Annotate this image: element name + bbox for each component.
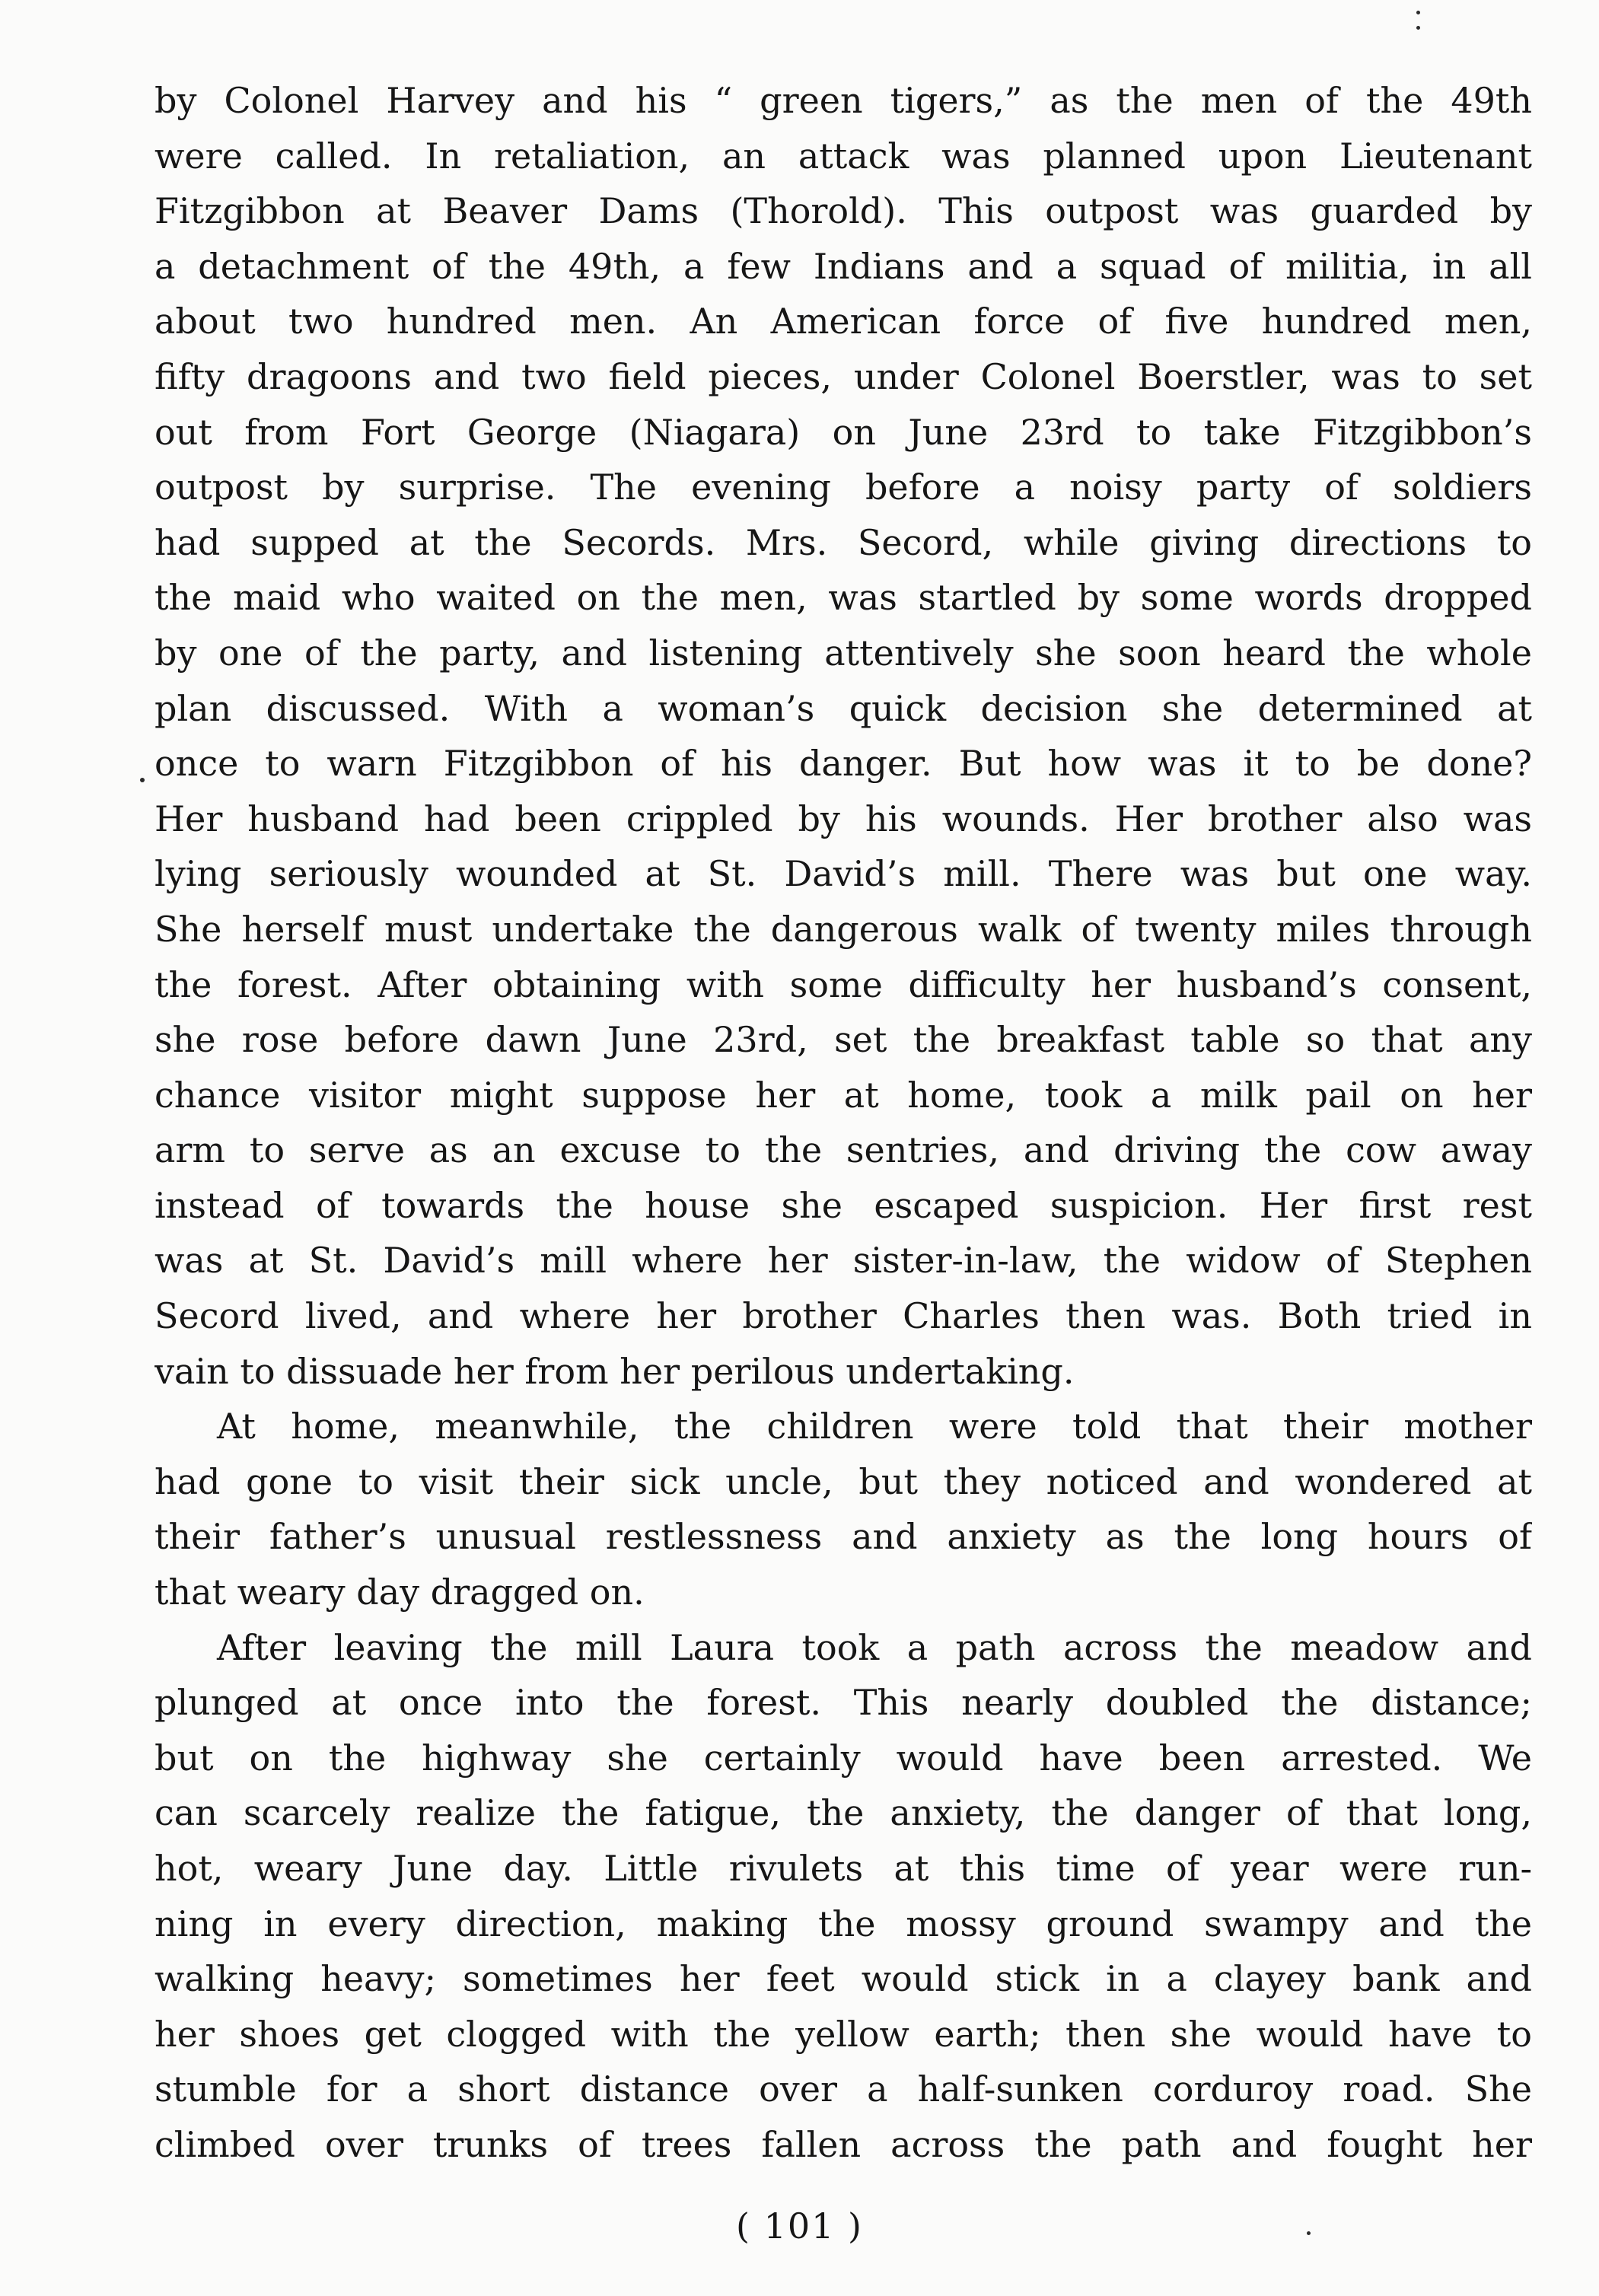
text-line: Secord lived, and where her brother Charles then was. Both tried in <box>154 1295 1532 1337</box>
text-line: was at St. David’s mill where her sister-in-law, the widow of Stephen <box>154 1240 1532 1282</box>
text-line: chance visitor might suppose her at home, took a milk pail on her <box>154 1074 1532 1116</box>
text-line: about two hundred men. An American force of five hundred men, <box>154 301 1532 342</box>
text-line: but on the highway she certainly would have been arrested. We <box>154 1737 1532 1779</box>
text-line: walking heavy; sometimes her feet would stick in a clayey bank and <box>154 1958 1532 2000</box>
paragraph-end-line: vain to dissuade her from her perilous undertaking. <box>154 1350 1075 1392</box>
text-line: plunged at once into the forest. This nearly doubled the distance; <box>154 1682 1532 1724</box>
text-line: Fitzgibbon at Beaver Dams (Thorold). This outpost was guarded by <box>154 190 1532 232</box>
text-line: can scarcely realize the fatigue, the anxiety, the danger of that long, <box>154 1792 1532 1834</box>
text-line: had supped at the Secords. Mrs. Secord, while giving directions to <box>154 521 1532 563</box>
text-line: plan discussed. With a woman’s quick decision she determined at <box>154 687 1532 729</box>
text-line: her shoes get clogged with the yellow earth; then she would have to <box>154 2013 1532 2055</box>
body-text <box>154 73 1532 2173</box>
text-line: she rose before dawn June 23rd, set the breakfast table so that any <box>154 1019 1532 1061</box>
text-line: ning in every direction, making the mossy ground swampy and the <box>154 1903 1532 1944</box>
text-line: by Colonel Harvey and his “ green tigers,” as the men of the 49th <box>154 80 1532 121</box>
text-line: were called. In retaliation, an attack was planned upon Lieutenant <box>154 135 1532 177</box>
paragraph-first-line: At home, meanwhile, the children were told that their mother <box>217 1406 1532 1447</box>
text-line: a detachment of the 49th, a few Indians and a squad of militia, in all <box>154 245 1532 287</box>
scan-speck <box>1416 26 1420 30</box>
text-line: hot, weary June day. Little rivulets at this time of year were run- <box>154 1848 1532 1889</box>
text-line: fifty dragoons and two field pieces, under Colonel Boerstler, was to set <box>154 355 1532 397</box>
text-line: Her husband had been crippled by his wounds. Her brother also was <box>154 798 1532 839</box>
text-line: lying seriously wounded at St. David’s mill. There was but one way. <box>154 853 1532 895</box>
text-line: out from Fort George (Niagara) on June 23rd to take Fitzgibbon’s <box>154 411 1532 453</box>
text-line: instead of towards the house she escaped suspicion. Her first rest <box>154 1184 1532 1226</box>
page-number: ( 101 ) <box>736 2205 863 2247</box>
text-line: She herself must undertake the dangerous walk of twenty miles through <box>154 908 1532 950</box>
text-line: their father’s unusual restlessness and anxiety as the long hours of <box>154 1516 1532 1558</box>
scan-speck <box>140 778 145 782</box>
text-line: once to warn Fitzgibbon of his danger. But how was it to be done? <box>154 743 1532 785</box>
text-line: outpost by surprise. The evening before a noisy party of soldiers <box>154 467 1532 508</box>
text-line: climbed over trunks of trees fallen across the path and fought her <box>154 2123 1532 2165</box>
text-line: the forest. After obtaining with some difficulty her husband’s consent, <box>154 963 1532 1005</box>
text-line: had gone to visit their sick uncle, but they noticed and wondered at <box>154 1460 1532 1502</box>
text-line: arm to serve as an excuse to the sentries, and driving the cow away <box>154 1129 1532 1171</box>
text-line: the maid who waited on the men, was startled by some words dropped <box>154 577 1532 619</box>
paragraph-first-line: After leaving the mill Laura took a path across the meadow and <box>217 1626 1532 1668</box>
text-line: stumble for a short distance over a half-sunken corduroy road. She <box>154 2068 1532 2110</box>
paragraph-end-line: that weary day dragged on. <box>154 1572 645 1613</box>
text-line: by one of the party, and listening attentively she soon heard the whole <box>154 632 1532 674</box>
scan-speck <box>1416 11 1420 14</box>
